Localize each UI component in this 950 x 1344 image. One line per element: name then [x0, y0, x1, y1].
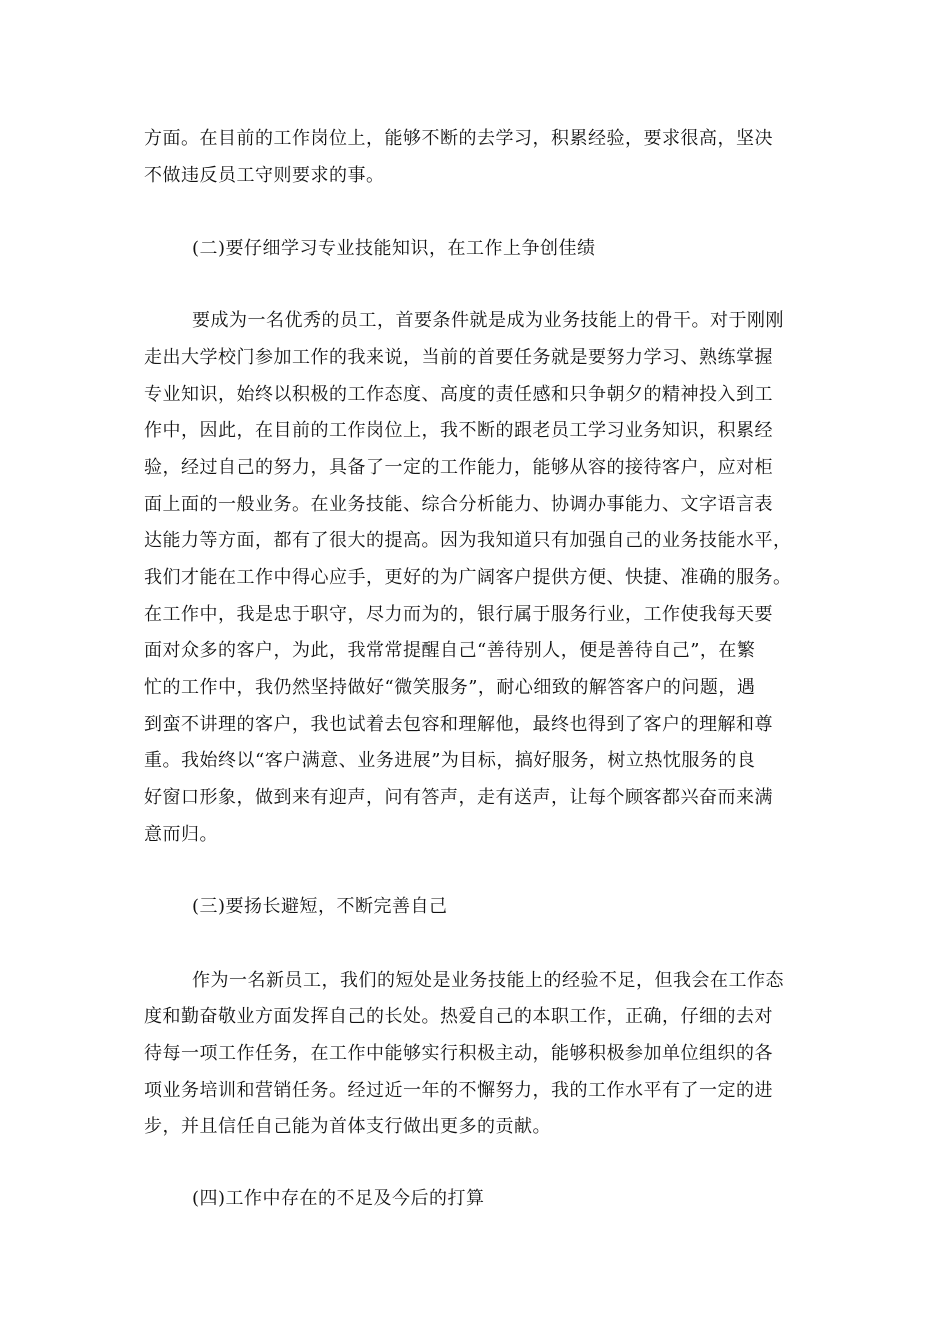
- section-heading-3: (三)要扬长避短，不断完善自己: [192, 896, 448, 917]
- paragraph-2-line-2: 走出大学校门参加工作的我来说，当前的首要任务就是要努力学习、熟练掌握: [144, 347, 773, 368]
- paragraph-2-line-12: 到蛮不讲理的客户，我也试着去包容和理解他，最终也得到了客户的理解和尊: [144, 714, 773, 735]
- paragraph-2-line-14: 好窗口形象，做到来有迎声，问有答声，走有送声，让每个顾客都兴奋而来满: [144, 787, 773, 808]
- paragraph-2-line-11: 忙的工作中，我仍然坚持做好“微笑服务”，耐心细致的解答客户的问题，遇: [144, 677, 756, 698]
- paragraph-2-line-15: 意而归。: [144, 824, 218, 845]
- paragraph-2-line-8: 我们才能在工作中得心应手，更好的为广阔客户提供方便、快捷、准确的服务。: [144, 567, 792, 588]
- paragraph-2-line-4: 作中，因此，在目前的工作岗位上，我不断的跟老员工学习业务知识，积累经: [144, 420, 773, 441]
- paragraph-2-line-13: 重。我始终以“客户满意、业务进展”为目标，搞好服务，树立热忱服务的良: [144, 750, 756, 771]
- paragraph-2-line-7: 达能力等方面，都有了很大的提高。因为我知道只有加强自己的业务技能水平，: [144, 530, 792, 551]
- paragraph-3-line-2: 度和勤奋敬业方面发挥自己的长处。热爱自己的本职工作，正确，仔细的去对: [144, 1006, 773, 1027]
- paragraph-2-line-10: 面对众多的客户，为此，我常常提醒自己“善待别人，便是善待自己”，在繁: [144, 640, 756, 661]
- paragraph-3-line-3: 待每一项工作任务，在工作中能够实行积极主动，能够积极参加单位组织的各: [144, 1043, 773, 1064]
- paragraph-3-line-1: 作为一名新员工，我们的短处是业务技能上的经验不足，但我会在工作态: [192, 970, 784, 991]
- paragraph-3-line-4: 项业务培训和营销任务。经过近一年的不懈努力，我的工作水平有了一定的进: [144, 1080, 773, 1101]
- paragraph-2-line-6: 面上面的一般业务。在业务技能、综合分析能力、协调办事能力、文字语言表: [144, 494, 773, 515]
- paragraph-2-line-3: 专业知识，始终以积极的工作态度、高度的责任感和只争朝夕的精神投入到工: [144, 384, 773, 405]
- paragraph-1-line-2: 不做违反员工守则要求的事。: [144, 165, 385, 186]
- paragraph-2-line-1: 要成为一名优秀的员工，首要条件就是成为业务技能上的骨干。对于刚刚: [192, 310, 784, 331]
- paragraph-1-line-1: 方面。在目前的工作岗位上，能够不断的去学习，积累经验，要求很高，坚决: [144, 128, 773, 149]
- section-heading-4: (四)工作中存在的不足及今后的打算: [192, 1188, 485, 1209]
- section-heading-2: (二)要仔细学习专业技能知识，在工作上争创佳绩: [192, 238, 596, 259]
- paragraph-3-line-5: 步，并且信任自己能为首体支行做出更多的贡献。: [144, 1116, 551, 1137]
- paragraph-2-line-5: 验，经过自己的努力，具备了一定的工作能力，能够从容的接待客户，应对柜: [144, 457, 773, 478]
- paragraph-2-line-9: 在工作中，我是忠于职守，尽力而为的，银行属于服务行业，工作使我每天要: [144, 604, 773, 625]
